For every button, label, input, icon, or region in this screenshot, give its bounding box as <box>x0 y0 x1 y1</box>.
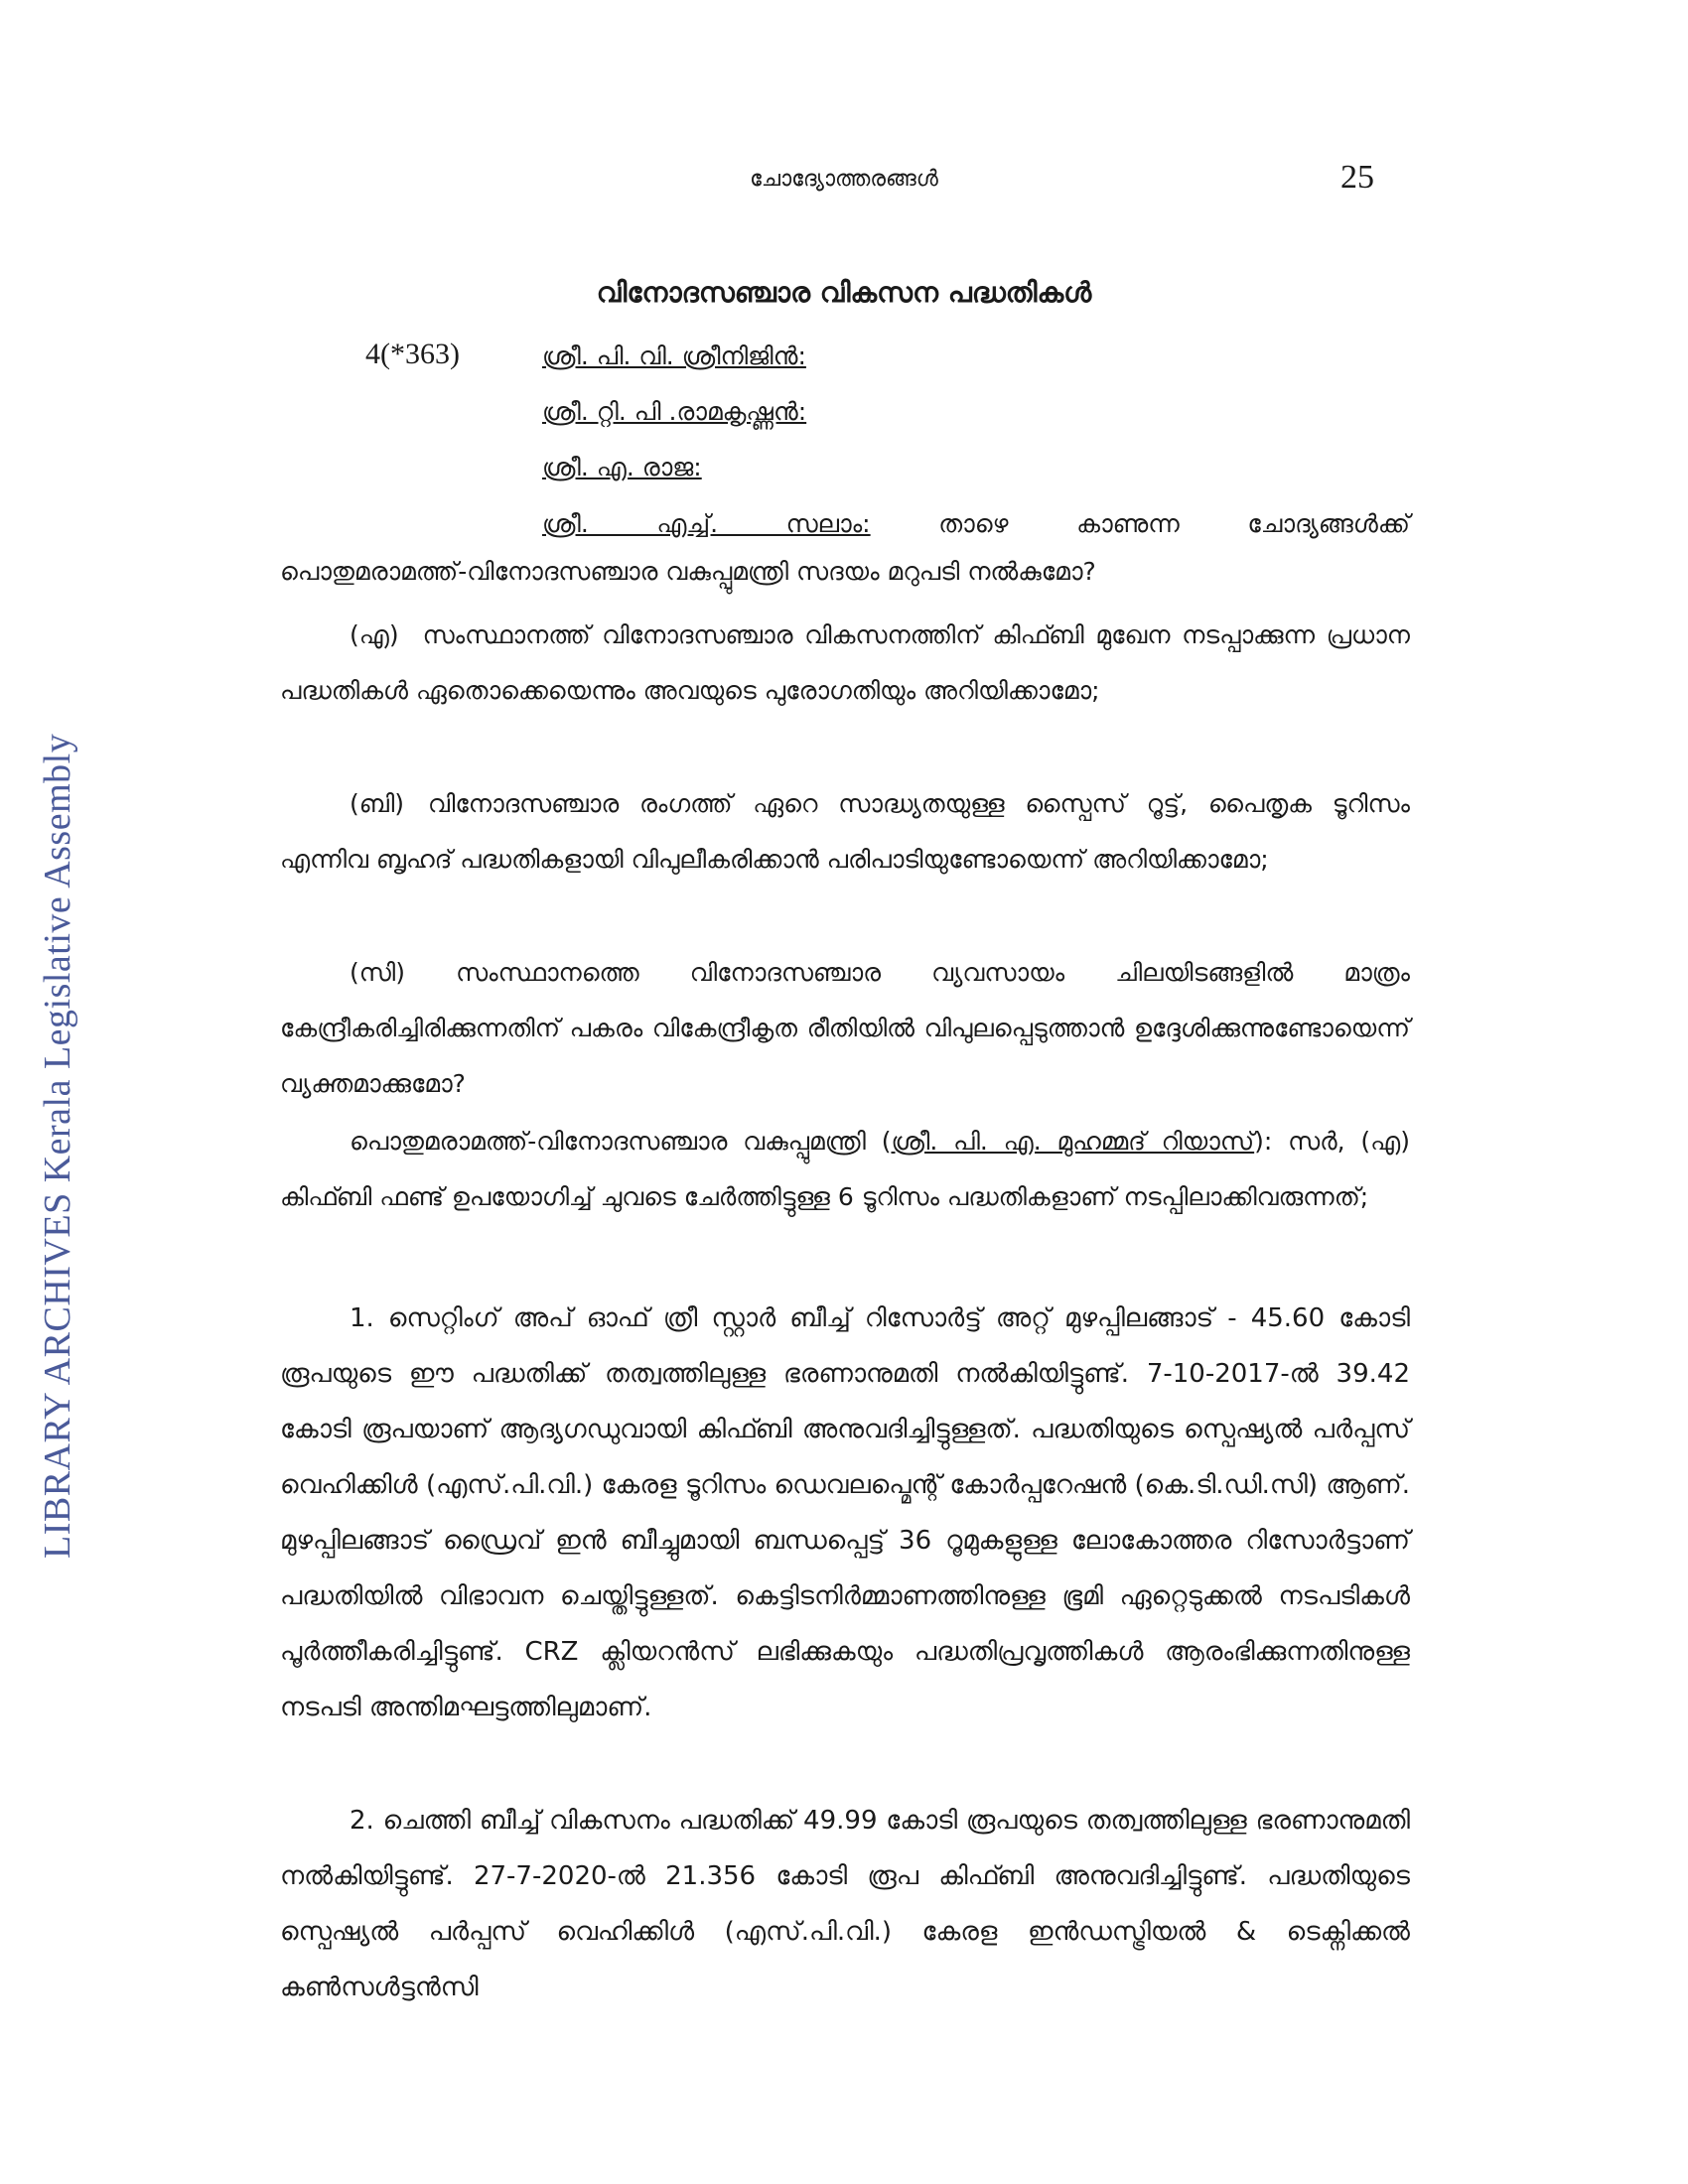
member-name: ശ്രീ. പി. വി. ശ്രീനിജിൻ: <box>542 341 806 370</box>
answer-item-1 <box>280 1291 1410 1735</box>
part-text: വിനോദസഞ്ചാര രംഗത്ത് ഏറെ സാദ്ധ്യതയുള്ള സ്പൈസ് റൂട്ട്, പൈതൃക ടൂറിസം എന്നിവ ബൃഹദ് പദ്ധതികളായി വിപുലീകരിക്കാൻ പരിപാടിയുണ്ടോയെന്ന് അറിയിക്കാമോ; <box>280 789 1410 874</box>
part-text: സംസ്ഥാനത്ത് വിനോദസഞ്ചാര വികസനത്തിന് കിഫ്ബി മുഖേന നടപ്പാക്കുന്ന പ്രധാന പദ്ധതികൾ ഏതൊക്കെയെന്നും അവയുടെ പുരോഗതിയും അറിയിക്കാമോ; <box>280 620 1410 705</box>
answer-intro-text: (എ) കിഫ്ബി ഫണ്ട് ഉപയോഗിച്ച് ചുവടെ ചേർത്തിട്ടുള്ള 6 ടൂറിസം പദ്ധതികളാണ് നടപ്പിലാക്കിവരുന്നത്; <box>280 1127 1411 1211</box>
intro-tail: താഴെ കാണുന്ന ചോദ്യങ്ങൾക്ക് <box>938 509 1410 538</box>
question-number: 4(*363) <box>365 338 460 370</box>
minister-prefix: പൊതുമരാമത്ത്-വിനോദസഞ്ചാര വകുപ്പുമന്ത്രി ( <box>350 1127 892 1156</box>
archive-watermark: LIBRARY ARCHIVES Kerala Legislative Assembly <box>37 733 78 1559</box>
running-head: ചോദ്യോത്തരങ്ങൾ <box>750 167 938 192</box>
part-label: (ബി) <box>350 789 405 818</box>
minister-suffix: ): സർ, <box>1254 1127 1345 1156</box>
member-name: ശ്രീ. റ്റി. പി .രാമകൃഷ്ണൻ: <box>542 397 807 426</box>
member-name: ശ്രീ. എച്ച്. സലാം: <box>542 509 871 538</box>
question-part-b <box>280 776 1410 887</box>
item-text: 2. ചെത്തി ബീച്ച് വികസനം പദ്ധതിക്ക് 49.99 കോടി രൂപയുടെ തത്വത്തിലുള്ള ഭരണാനുമതി നൽകിയിട്ടുണ്ട്. 27-7-2020-ൽ 21.356 കോടി രൂപ കിഫ്ബി അനുവദിച്ചിട്ടുണ്ട്. പദ്ധതിയുടെ സ്പെഷ്യൽ പർപ്പസ് വെഹിക്കിൾ (എസ്.പി.വി.) കേരള ഇൻഡസ്ട്രിയൽ & ടെക്നിക്കൽ കൺസൾട്ടൻസി <box>280 1806 1410 2002</box>
minister-name: ശ്രീ. പി. എ. മുഹമ്മദ് റിയാസ് <box>891 1127 1255 1156</box>
part-text: സംസ്ഥാനത്തെ വിനോദസഞ്ചാര വ്യവസായം ചിലയിടങ്ങളിൽ മാത്രം കേന്ദ്രീകരിച്ചിരിക്കുന്നതിന് പകരം വികേന്ദ്രീകൃത രീതിയിൽ വിപുലപ്പെടുത്താൻ ഉദ്ദേശിക്കുന്നുണ്ടോയെന്ന് വ്യക്തമാക്കുമോ? <box>280 958 1410 1098</box>
page-number: 25 <box>1340 159 1374 196</box>
member-name: ശ്രീ. എ. രാജ: <box>542 453 702 481</box>
question-part-c <box>280 945 1410 1112</box>
part-label: (എ) <box>350 620 399 649</box>
item-text: 1. സെറ്റിംഗ് അപ് ഓഫ് ത്രീ സ്റ്റാർ ബീച്ച് റിസോർട്ട് അറ്റ് മുഴപ്പിലങ്ങാട് - 45.60 കോടി രൂപയുടെ ഈ പദ്ധതിക്ക് തത്വത്തിലുള്ള ഭരണാനുമതി നൽകിയിട്ടുണ്ട്. 7-10-2017-ൽ 39.42 കോടി രൂപയാണ് ആദ്യഗഡുവായി കിഫ്ബി അനുവദിച്ചിട്ടുള്ളത്. പദ്ധതിയുടെ സ്പെഷ്യൽ പർപ്പസ് വെഹിക്കിൾ (എസ്.പി.വി.) കേരള ടൂറിസം ഡെവലപ്മെന്റ് കോർപ്പറേഷൻ (കെ.ടി.ഡി.സി) ആണ്. മുഴപ്പിലങ്ങാട് ഡ്രൈവ് ഇൻ ബീച്ചുമായി ബന്ധപ്പെട്ട് 36 റൂമുകളുള്ള ലോകോത്തര റിസോർട്ടാണ് പദ്ധതിയിൽ വിഭാവന ചെയ്തിട്ടുള്ളത്. കെട്ടിടനിർമ്മാണത്തിനുള്ള ഭൂമി ഏറ്റെടുക്കൽ നടപടികൾ പൂർത്തീകരിച്ചിട്ടുണ്ട്. CRZ ക്ലിയറൻസ് ലഭിക്കുകയും പദ്ധതിപ്രവൃത്തികൾ ആരംഭിക്കുന്നതിനുള്ള നടപടി അന്തിമഘട്ടത്തിലുമാണ്. <box>280 1303 1410 1722</box>
question-part-a <box>280 608 1410 719</box>
question-title: വിനോദസഞ്ചാര വികസന പദ്ധതികൾ <box>596 276 1092 309</box>
part-label: (സി) <box>350 958 405 987</box>
answer-item-2 <box>280 1793 1410 2015</box>
question-intro-line2: പൊതുമരാമത്ത്-വിനോദസഞ്ചാര വകുപ്പുമന്ത്രി സദയം മറുപടി നൽകുമോ? <box>280 557 1096 586</box>
answer-intro <box>280 1114 1410 1225</box>
